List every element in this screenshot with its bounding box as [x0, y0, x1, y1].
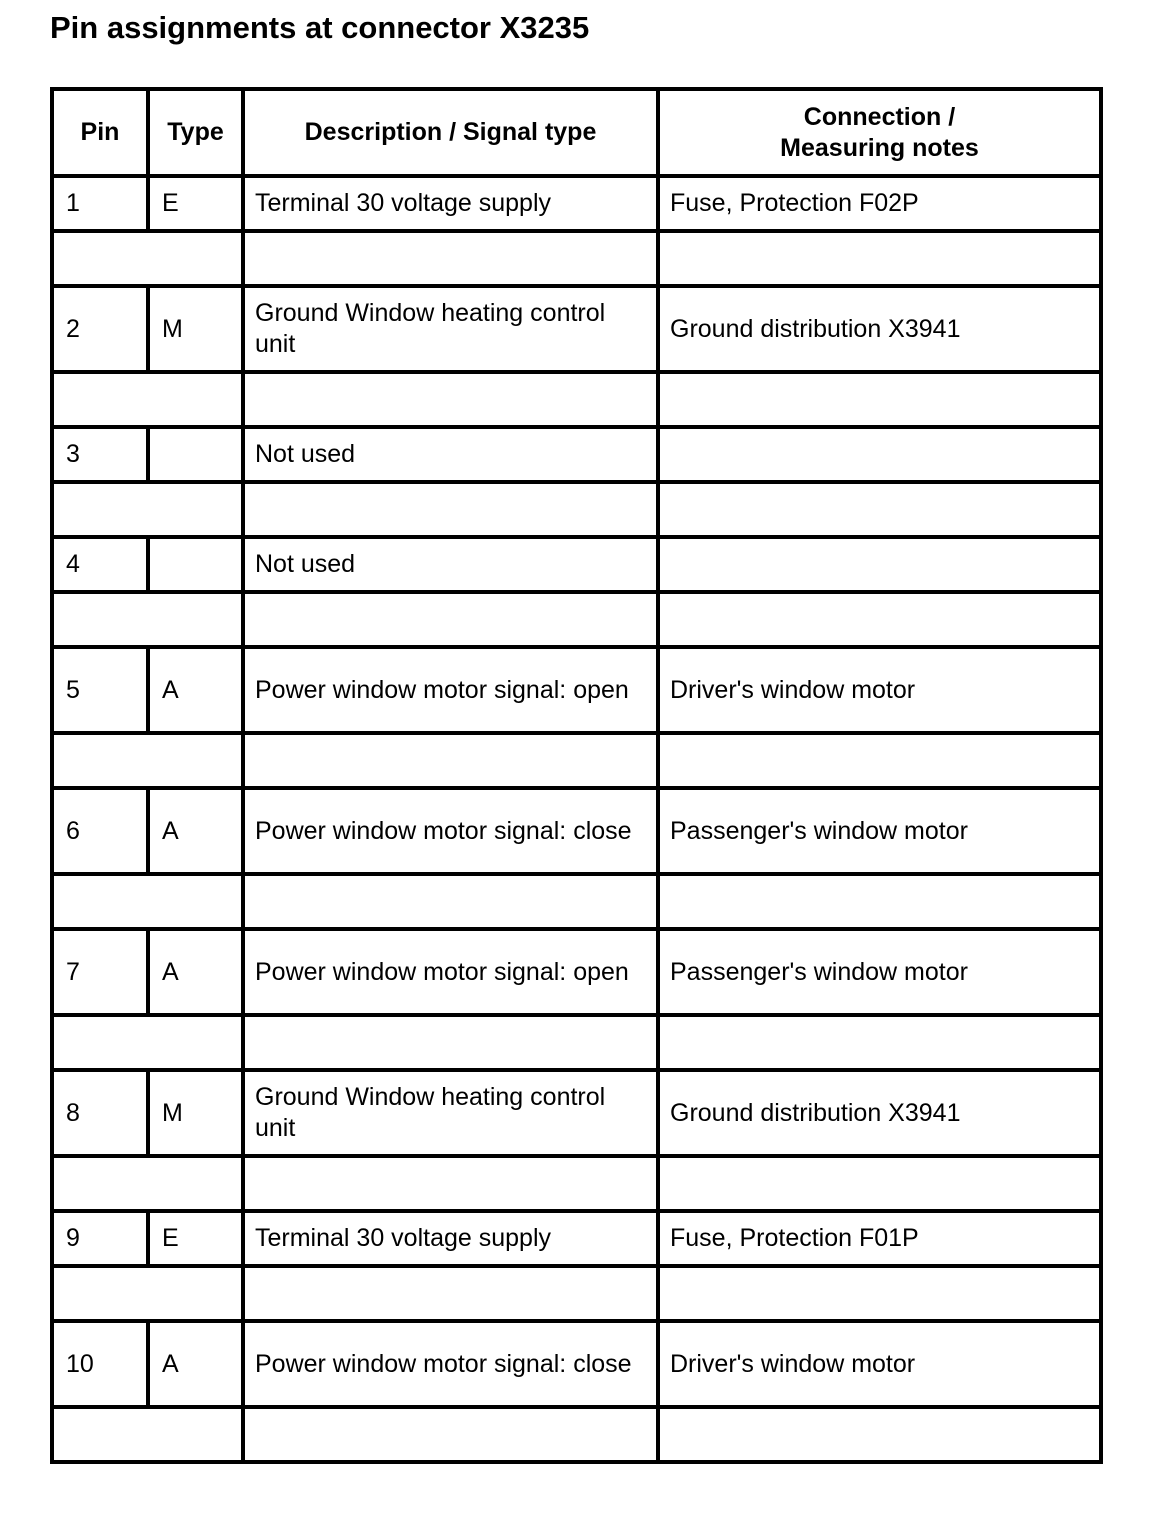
spacer-cell [243, 1015, 658, 1070]
spacer-cell [658, 874, 1101, 929]
table-row [52, 427, 1101, 482]
connection-cell: Fuse, Protection F01P [658, 1211, 1101, 1266]
spacer-cell [52, 482, 243, 537]
description-cell: Power window motor signal: close [243, 788, 658, 874]
description-cell: Power window motor signal: open [243, 929, 658, 1015]
spacer-cell [658, 1015, 1101, 1070]
description-cell: Not used [243, 537, 658, 592]
pin-cell: 6 [52, 788, 148, 874]
table-row [52, 647, 1101, 733]
type-cell: A [148, 929, 243, 1015]
spacer-cell [243, 874, 658, 929]
description-cell: Terminal 30 voltage supply [243, 176, 658, 231]
header-row [52, 89, 1101, 176]
spacer-row [52, 1407, 1101, 1462]
table-row [52, 929, 1101, 1015]
type-cell [148, 537, 243, 592]
description-cell: Power window motor signal: close [243, 1321, 658, 1407]
pin-cell: 10 [52, 1321, 148, 1407]
spacer-row [52, 874, 1101, 929]
spacer-cell [243, 1156, 658, 1211]
spacer-row [52, 1015, 1101, 1070]
type-cell: E [148, 1211, 243, 1266]
type-cell: A [148, 788, 243, 874]
pin-cell: 4 [52, 537, 148, 592]
spacer-row [52, 372, 1101, 427]
table-row [52, 788, 1101, 874]
connection-cell: Ground distribution X3941 [658, 286, 1101, 372]
header-connection-line2: Measuring notes [780, 133, 979, 162]
description-cell: Power window motor signal: open [243, 647, 658, 733]
spacer-cell [658, 231, 1101, 286]
spacer-row [52, 1156, 1101, 1211]
pin-cell: 9 [52, 1211, 148, 1266]
spacer-cell [52, 1407, 243, 1462]
type-cell: A [148, 647, 243, 733]
description-cell: Terminal 30 voltage supply [243, 1211, 658, 1266]
spacer-cell [658, 733, 1101, 788]
spacer-cell [658, 1156, 1101, 1211]
spacer-cell [658, 372, 1101, 427]
table-row [52, 1070, 1101, 1156]
connection-cell: Ground distribution X3941 [658, 1070, 1101, 1156]
spacer-cell [52, 733, 243, 788]
spacer-cell [52, 372, 243, 427]
connection-cell: Fuse, Protection F02P [658, 176, 1101, 231]
spacer-row [52, 1266, 1101, 1321]
header-connection-line1: Connection / [803, 102, 956, 131]
connection-cell [658, 427, 1101, 482]
spacer-cell [243, 231, 658, 286]
spacer-cell [243, 372, 658, 427]
spacer-cell [658, 482, 1101, 537]
spacer-cell [658, 1407, 1101, 1462]
description-cell: Ground Window heating control unit [243, 1070, 658, 1156]
connection-cell: Driver's window motor [658, 1321, 1101, 1407]
pin-cell: 7 [52, 929, 148, 1015]
connection-cell: Passenger's window motor [658, 929, 1101, 1015]
header-pin: Pin [52, 89, 148, 176]
type-cell: M [148, 286, 243, 372]
header-type: Type [148, 89, 243, 176]
table-row [52, 537, 1101, 592]
pin-cell: 8 [52, 1070, 148, 1156]
type-cell: E [148, 176, 243, 231]
spacer-cell [52, 1156, 243, 1211]
spacer-cell [52, 1266, 243, 1321]
header-connection [658, 89, 1101, 176]
pin-cell: 5 [52, 647, 148, 733]
connection-cell [658, 537, 1101, 592]
spacer-cell [52, 592, 243, 647]
description-cell: Ground Window heating control unit [243, 286, 658, 372]
spacer-cell [658, 592, 1101, 647]
spacer-cell [52, 874, 243, 929]
type-cell [148, 427, 243, 482]
connection-cell: Passenger's window motor [658, 788, 1101, 874]
table-row [52, 176, 1101, 231]
spacer-cell [52, 1015, 243, 1070]
type-cell: A [148, 1321, 243, 1407]
spacer-cell [243, 733, 658, 788]
page-title: Pin assignments at connector X3235 [50, 10, 590, 45]
header-description: Description / Signal type [243, 89, 658, 176]
description-cell: Not used [243, 427, 658, 482]
spacer-row [52, 482, 1101, 537]
table-row [52, 1211, 1101, 1266]
pin-cell: 2 [52, 286, 148, 372]
spacer-row [52, 733, 1101, 788]
spacer-cell [243, 592, 658, 647]
table-row [52, 1321, 1101, 1407]
spacer-cell [658, 1266, 1101, 1321]
connection-cell: Driver's window motor [658, 647, 1101, 733]
type-cell: M [148, 1070, 243, 1156]
pin-assignment-table [50, 87, 1103, 1464]
pin-cell: 3 [52, 427, 148, 482]
spacer-row [52, 231, 1101, 286]
table-row [52, 286, 1101, 372]
spacer-cell [243, 482, 658, 537]
spacer-row [52, 592, 1101, 647]
spacer-cell [243, 1407, 658, 1462]
spacer-cell [243, 1266, 658, 1321]
pin-cell: 1 [52, 176, 148, 231]
spacer-cell [52, 231, 243, 286]
